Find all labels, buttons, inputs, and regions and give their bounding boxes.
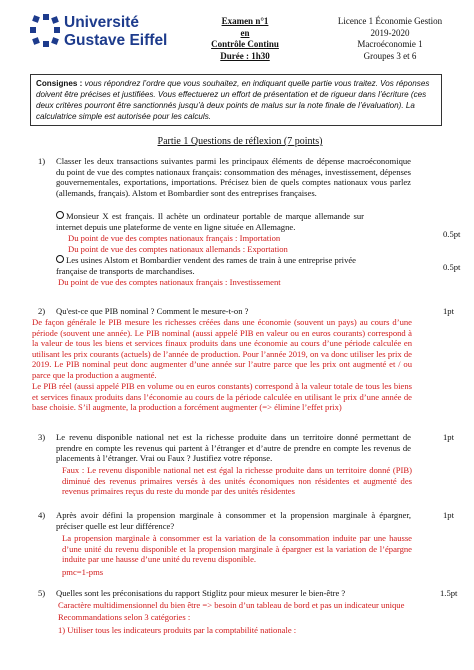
instructions-box (30, 74, 442, 126)
university-name-line2: Gustave Eiffel (64, 32, 168, 49)
exam-line: Examen n°1 (221, 16, 269, 26)
question-number: 5) (38, 588, 46, 598)
university-logo (30, 12, 180, 54)
points-label: 1.5pt (440, 588, 458, 598)
points-label: 1pt (443, 432, 454, 442)
bullet-circle-icon (56, 255, 64, 263)
question-number: 2) (38, 306, 46, 316)
item-b-text: Les usines Alstom et Bombardier vendent des rames de train à une entreprise privée française de transports de marchandises. (56, 255, 356, 276)
question-3-text: Le revenu disponible national net est la richesse produite dans un territoire donné permettant de prendre en compte les revenus qui partent à l’étranger et d’autre de prendre en compte les revenus de placements à l’étranger. Vrai ou Faux ? Justifiez votre réponse. (56, 432, 411, 464)
course-line: Licence 1 Économie Gestion (337, 16, 443, 26)
question-4-text: Après avoir défini la propension marginale à consommer et la propension marginale à épargner, préciser quelle est leur différence? (56, 510, 411, 531)
question-number: 1) (38, 156, 46, 166)
answer-b-line: Du point de vue des comptes nationaux français : Investissement (58, 277, 281, 287)
university-name-line1: Université (64, 14, 139, 31)
course-line: Groupes 3 et 6 (363, 50, 417, 61)
question-2-answer-2: Le PIB réel (aussi appelé PIB en volume ou en euros constants) correspond à la valeur totale de tous les biens et services finaux produits dans l’économie au cours de la période calculée en utilisant le prix d’une année de base choisie. S’il augmente, la production a forcément augmenter (=> élimine l’effet prix) (32, 381, 412, 413)
question-3-answer: Faux : Le revenu disponible national net est égal la richesse produite dans un territoire donné (PIB) diminué des revenus primaires versés à des unités économiques non résidentes et augmenté des revenus primaires reçus du reste du monde par des unités résidentes (62, 465, 412, 497)
answer-a-line-1: Du point de vue des comptes nationaux français : Importation (68, 233, 281, 243)
exam-line: Contrôle Continu (211, 39, 279, 49)
answer-a-line-2: Du point de vue des comptes nationaux allemands : Exportation (68, 244, 288, 254)
points-label: 1pt (443, 306, 454, 316)
points-label: 1pt (443, 510, 454, 520)
question-2-answer: De façon générale le PIB mesure les richesses créées dans une économie (souvent un pays) au cours d’une période (souvent une année). Le PIB nominal (aussi appelé PIB en valeur ou en euros courants) correspond à la valeur de tous les biens et services finaux produits dans une économie au cours d’une période calculée en utilisant les prix courants (actuels) de l’année de production. Pour l’année 2019, on va donc utiliser les prix de 2019. Le PIB nominal peut donc augmenter d’une année sur l’autre parce que les prix ont augmenté et / ou parce que la production a augmenté. (32, 317, 412, 380)
course-line: 2019-2020 (370, 27, 410, 38)
question-5-text: Quelles sont les préconisations du rapport Stiglitz pour mieux mesurer le bien-être ? (56, 588, 346, 598)
points-label: 0.5pt (443, 229, 461, 239)
question-1-item-b (56, 255, 356, 276)
question-4-formula: pmc=1-pms (62, 567, 104, 577)
item-a-text: Monsieur X est français. Il achète un ordinateur portable de marque allemande sur internet depuis une plateforme de vente en ligne située en Allemagne. (56, 211, 364, 232)
exam-line: Durée : 1h30 (220, 50, 270, 61)
university-emblem-icon (30, 14, 60, 50)
question-5-answer-2: Recommandations selon 3 catégories : (58, 612, 191, 622)
question-number: 4) (38, 510, 46, 520)
course-line: Macroéconomie 1 (357, 39, 423, 49)
part-title: Partie 1 Questions de réflexion (7 points) (157, 136, 323, 147)
question-number: 3) (38, 432, 46, 442)
instructions-text: vous répondrez l’ordre que vous souhaitez, en indiquant quelle partie vous traitez. Vos réponses doivent être précises et justifiées. Vous effectuerez un effort de présentation et de rigueur dans l’écriture (ces deux critères pourront être sanctionnés jusqu’à deux points de malus sur la note finale de l’évaluation). La calculatrice simple est autorisée pour les calculs. (36, 79, 430, 121)
course-header (320, 16, 460, 62)
instructions-label: Consignes : (36, 79, 83, 88)
question-5-answer-3: 1) Utiliser tous les indicateurs produits par la comptabilité nationale : (58, 625, 297, 635)
bullet-circle-icon (56, 211, 64, 219)
question-4-answer: La propension marginale à consommer est la variation de la consommation induite par une hausse d’une unité du revenu disponible et la propension marginale à épargner est la variation de l’épargne induite par une hausse d’une unité du revenu disponible. (62, 533, 412, 565)
question-1-text: Classer les deux transactions suivantes parmi les principaux éléments de dépense macroéconomique du point de vue des comptes nationaux français: consommation des ménages, investissement, dépenses gouvernementales, exportations, importations. Précisez bien de quels comptes nationaux vous parlez (allemands, français). Alstom et Bombardier sont des entreprises françaises. (56, 156, 411, 198)
exam-header (205, 16, 285, 62)
exam-line: en (240, 27, 250, 38)
question-5-answer-1: Caractère multidimensionnel du bien être => besoin d’un tableau de bord et pas un indicateur unique (58, 600, 405, 610)
points-label: 0.5pt (443, 262, 461, 272)
question-1-item-a (56, 211, 364, 232)
question-2-text: Qu'est-ce que PIB nominal ? Comment le mesure-t-on ? (56, 306, 249, 316)
